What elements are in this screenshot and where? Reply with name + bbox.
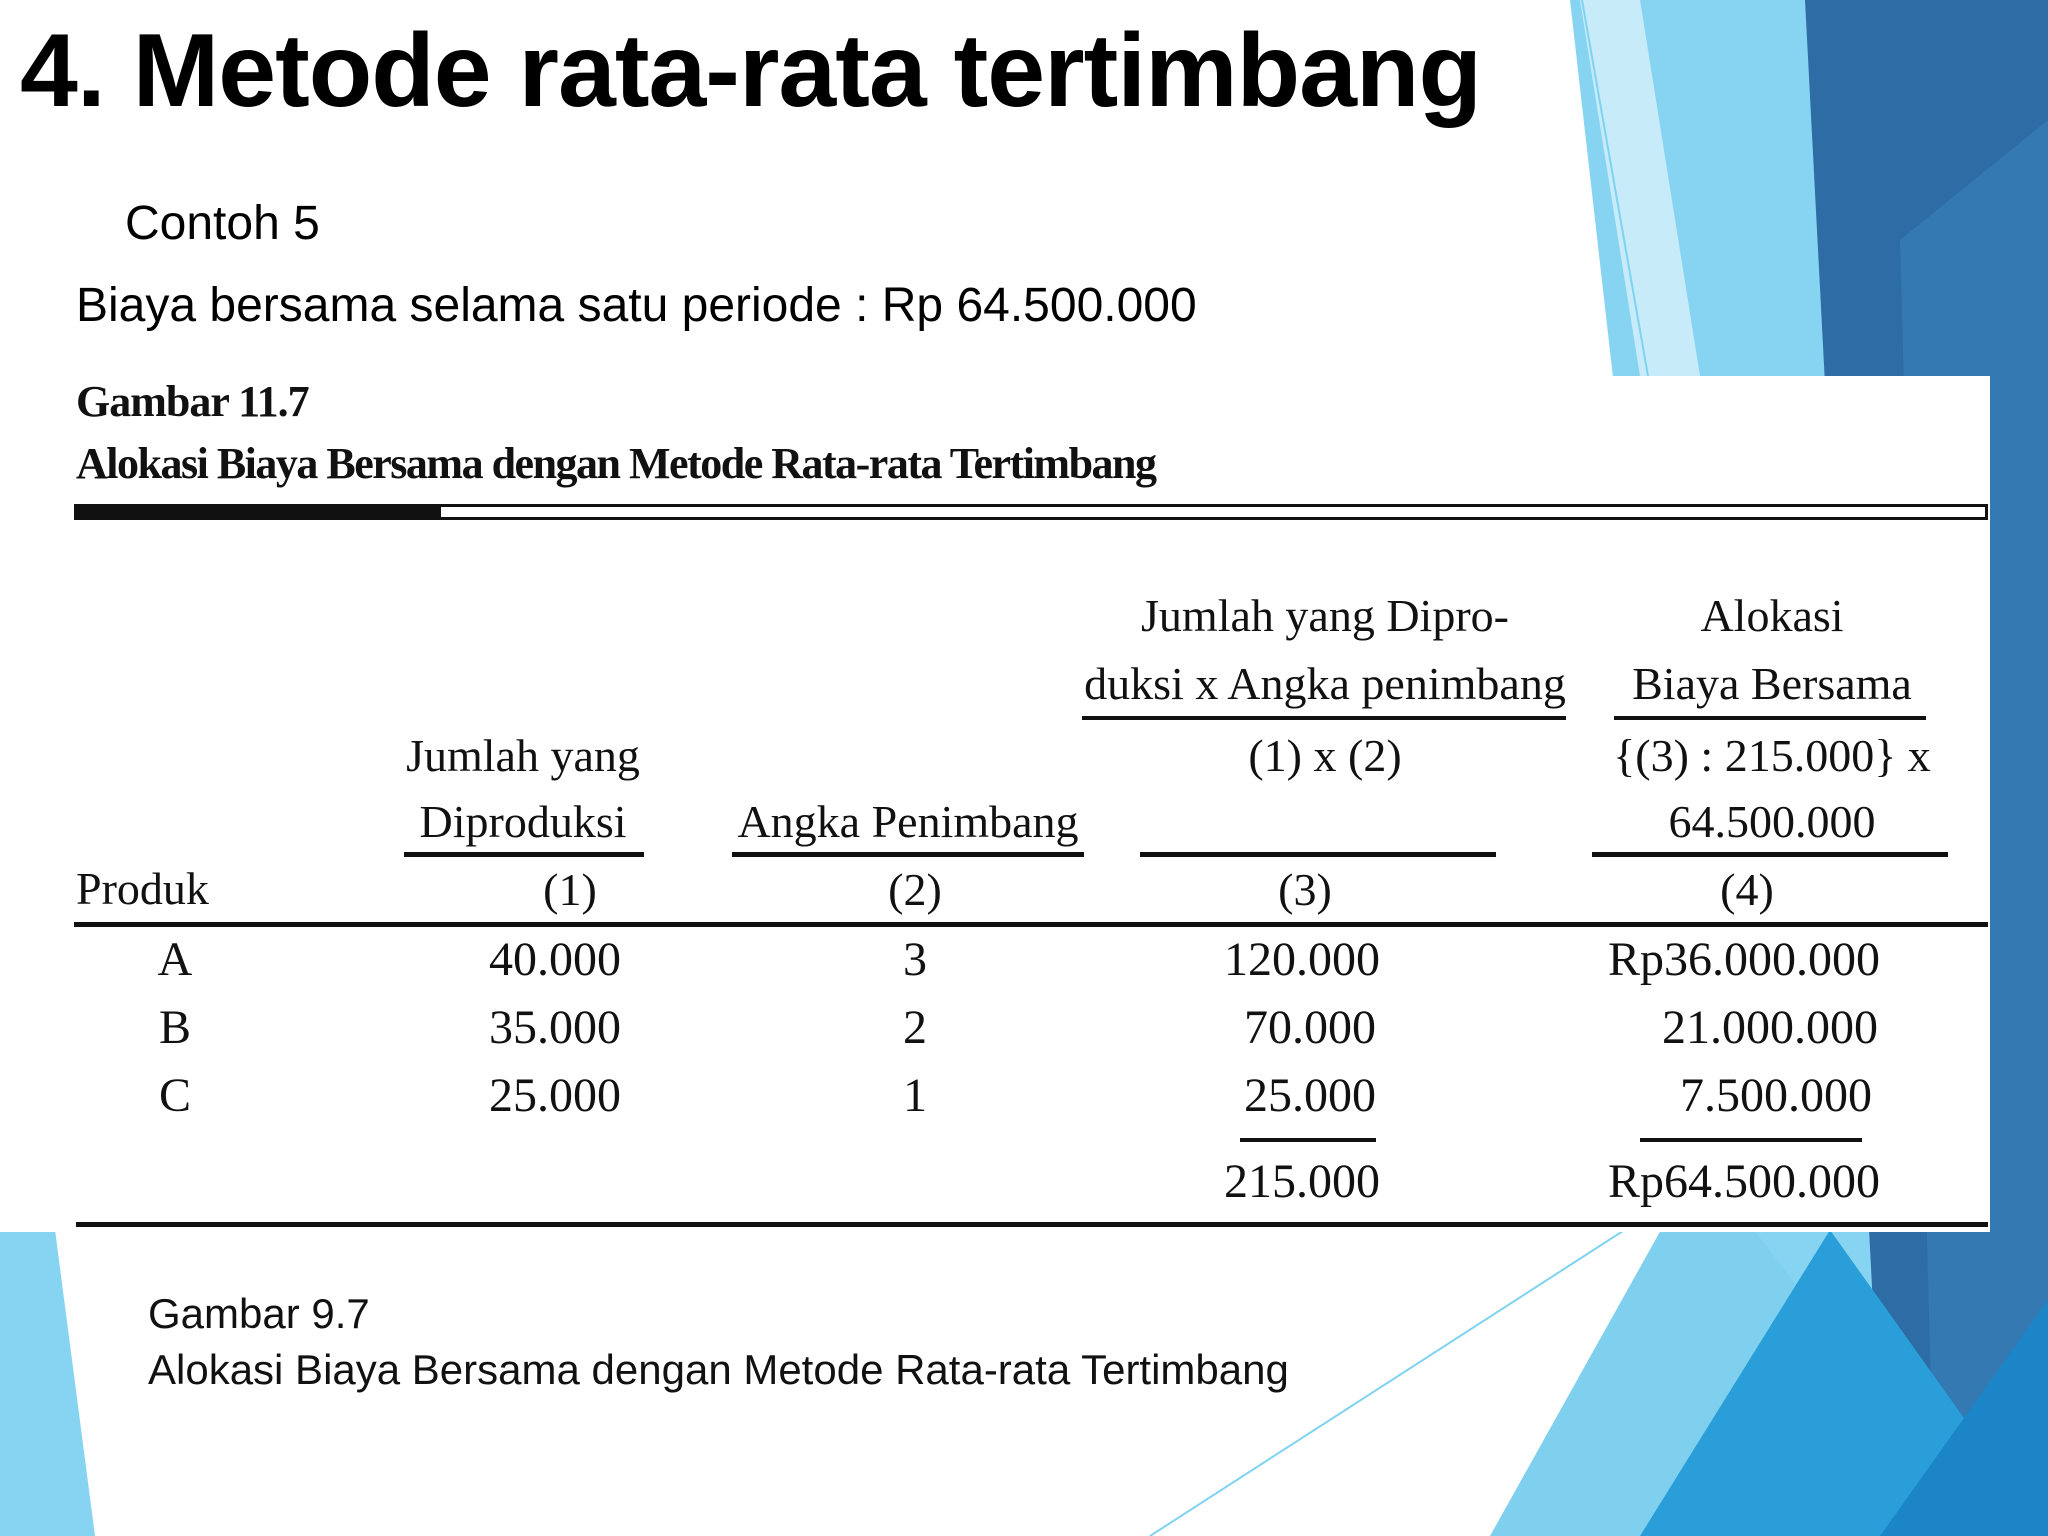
header-col4-line2: Biaya Bersama xyxy=(1632,658,1912,709)
rule-subtotal-col4 xyxy=(1640,1138,1862,1142)
header-col4-line3: {(3) : 215.000} x xyxy=(1613,730,1931,781)
rule-subtotal-col3 xyxy=(1240,1138,1376,1142)
cell-produk: C xyxy=(158,1069,191,1122)
cell-total-alokasi: Rp64.500.000 xyxy=(1607,1155,1880,1208)
joint-cost-statement: Biaya bersama selama satu periode : Rp 64.500.000 xyxy=(76,279,1197,332)
header-col2-num: (2) xyxy=(888,864,942,915)
cell-alokasi: 7.500.000 xyxy=(1680,1069,1872,1122)
header-col3-num: (3) xyxy=(1278,864,1332,915)
header-col4-line1: Alokasi xyxy=(1700,590,1844,641)
cell-hasil: 120.000 xyxy=(1224,933,1380,986)
cell-angka: 3 xyxy=(903,933,927,986)
cell-alokasi: 21.000.000 xyxy=(1662,1001,1878,1054)
bottom-caption xyxy=(148,1286,1289,1398)
header-col1-line1: Jumlah yang xyxy=(406,730,640,781)
cell-angka: 2 xyxy=(903,1001,927,1054)
header-col4-line4: 64.500.000 xyxy=(1668,796,1876,847)
cell-produk: A xyxy=(157,933,193,986)
header-col1-num: (1) xyxy=(543,864,597,915)
cell-angka: 1 xyxy=(903,1069,927,1122)
rule-col3-upper xyxy=(1082,716,1566,720)
header-col2-line1: Angka Penimbang xyxy=(737,796,1079,847)
figure-number: Gambar 11.7 xyxy=(76,377,309,426)
header-produk: Produk xyxy=(76,863,209,914)
rule-table-bottom xyxy=(76,1222,1988,1227)
cell-hasil: 70.000 xyxy=(1244,1001,1376,1054)
header-col3-line2: duksi x Angka penimbang xyxy=(1084,658,1566,709)
rule-header-bottom xyxy=(74,922,1988,927)
cell-alokasi: Rp36.000.000 xyxy=(1607,933,1880,986)
bottom-caption-title: Alokasi Biaya Bersama dengan Metode Rata-rata Tertimbang xyxy=(148,1346,1289,1393)
header-col3-line3: (1) x (2) xyxy=(1248,730,1402,781)
scanned-figure xyxy=(0,376,1990,1232)
figure-caption: Alokasi Biaya Bersama dengan Metode Rata-rata Tertimbang xyxy=(76,439,1156,488)
cell-jumlah: 40.000 xyxy=(489,933,621,986)
figure-header-bar xyxy=(74,504,1988,520)
cell-hasil: 25.000 xyxy=(1244,1069,1376,1122)
cell-jumlah: 35.000 xyxy=(489,1001,621,1054)
cell-produk: B xyxy=(158,1001,191,1054)
cell-total-hasil: 215.000 xyxy=(1224,1155,1380,1208)
rule-col4-upper xyxy=(1614,716,1926,720)
header-col4-num: (4) xyxy=(1720,864,1774,915)
bottom-caption-number: Gambar 9.7 xyxy=(148,1290,370,1337)
cell-jumlah: 25.000 xyxy=(489,1069,621,1122)
slide-title: 4. Metode rata-rata tertimbang xyxy=(20,13,1481,129)
example-label: Contoh 5 xyxy=(125,197,320,250)
header-col3-line1: Jumlah yang Dipro- xyxy=(1141,590,1509,641)
header-col1-line2: Diproduksi xyxy=(419,796,627,847)
